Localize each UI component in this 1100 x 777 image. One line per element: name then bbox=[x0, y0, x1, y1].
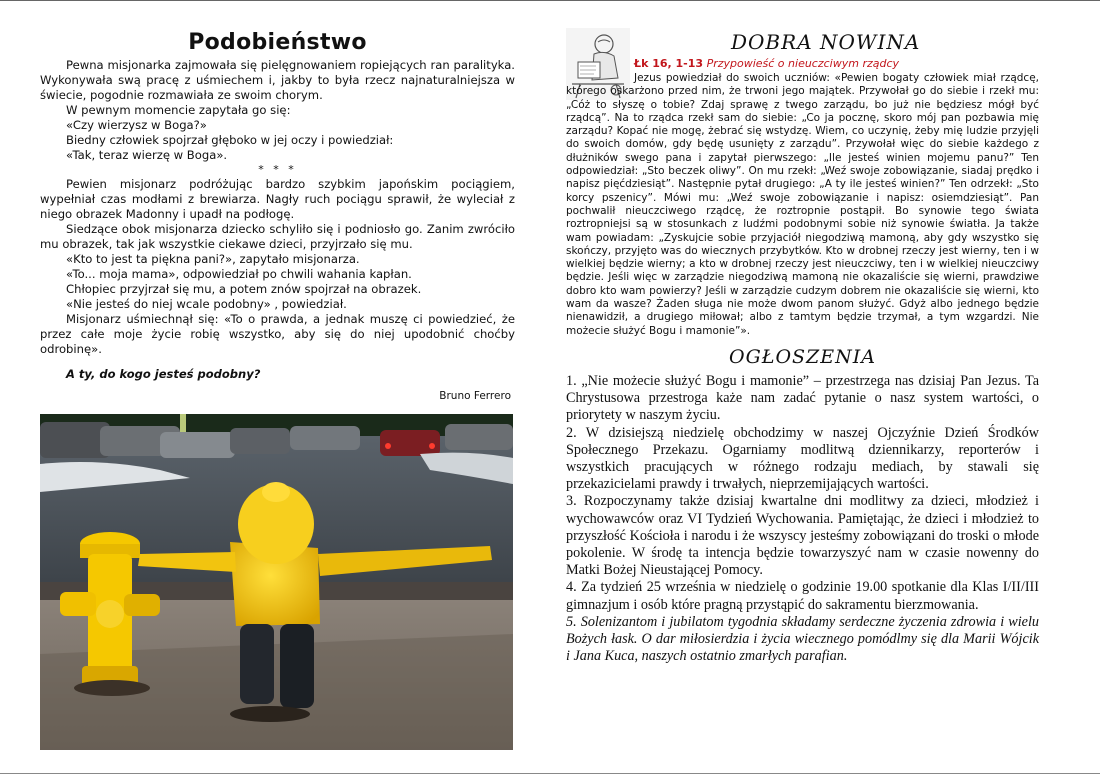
story-paragraph: «Nie jesteś do niej wcale podobny» , powiedział. bbox=[66, 297, 347, 311]
story-paragraph: W pewnym momencie zapytała go się: bbox=[66, 103, 291, 117]
story-paragraph: «Tak, teraz wierzę w Boga». bbox=[66, 148, 228, 162]
story-paragraph: Chłopiec przyjrzał się mu, a potem znów spojrzał na obrazek. bbox=[66, 282, 422, 296]
gospel-text bbox=[566, 72, 1039, 338]
story-column bbox=[40, 30, 515, 402]
announcement-item: 3. Rozpoczynamy także dzisiaj kwartalne dni modlitwy za dzieci, młodzież i wychowawców oraz VI Tydzień Wychowania. Pamiętając, że dzieci i młodzież to przyszłość Kościoła i narodu i że wszyscy jesteśmy zobowiązani do troski o młode pokolenie. W środę ta intencja będzie towarzyszyć nam w czasie nowenny do Matki Bożej Nieustającej Pomocy. bbox=[566, 493, 1039, 579]
story-paragraph: Misjonarz uśmiechnął się: «To o prawda, a jednak muszę ci powiedzieć, że przez całe moje życie robię wszystko, aby się do niej upodobnić choćby odrobinę». bbox=[40, 312, 515, 356]
gospel-body: Jezus powiedział do swoich uczniów: «Pewien bogaty człowiek miał rządcę, którego oskarżono przed nim, że trwoni jego majątek. Przywołał go do siebie i rzekł mu: „Cóż to słyszę o tobie? Zdaj sprawę z twego zarządu, bo już nie będziesz mógł być rządcą”. Na to rządca rzekł sam do siebie: „Co ja pocznę, skoro mój pan pozbawia mię zarządu? Kopać nie mogę, żebrać się wstydzę. Wiem, co uczynię, żeby mię ludzie przyjęli do swoich domów, gdy będę usunięty z zarządu”. Przywołał więc do siebie każdego z dłużników swego pana i zapytał pierwszego: „Ile jesteś winien mojemu panu?” Ten odpowiedział: „Sto beczek oliwy”. On mu rzekł: „Weź swoje zobowiązanie, siadaj prędko i napisz pięćdziesiąt”. Następnie pytał drugiego: „A ty ile jesteś winien?” Ten odrzekł: „Sto korcy pszenicy”. Mówi mu: „Weź swoje zobowiązanie i napisz: osiemdziesiąt”. Pan pochwalił nieuczciwego rządcę, że roztropnie postąpił. Bo synowie tego świata roztropniejsi są w stosunkach z ludźmi podobnymi sobie niż synowie światła. Ja także wam powiadam: „Zyskujcie sobie przyjaciół niegodziwą mamoną, aby gdy wszystko się skończy, przyjęto was do wiecznych przybytków. Kto w drobnej rzeczy jest wierny, ten i w wielkiej będzie wierny; a kto w drobnej rzeczy jest nieuczciwy, ten i w wielkiej nieuczciwy będzie. Jeśli więc w zarządzie niegodziwą mamoną nie okazaliście się wierni, prawdziwe dobro kto wam powierzy? Jeśli w zarządzie cudzym dobrem nie okazaliście się wierni, kto wam da wasze? Żaden sługa nie może dwom panom służyć. Gdyż albo jednego będzie nienawidził, a drugiego miłował; albo z tamtym będzie trzymał, a tym wzgardzi. Nie możecie służyć Bogu i mamonie”». bbox=[566, 72, 1039, 337]
top-rule bbox=[0, 0, 1100, 1]
announcement-item: 4. Za tydzień 25 września w niedzielę o godzinie 19.00 spotkanie dla Klas I/II/III gimnazjum i osób które pragną przystąpić do sakramentu bierzmowania. bbox=[566, 579, 1039, 613]
story-paragraph: «Kto to jest ta piękna pani?», zapytało misjonarza. bbox=[66, 252, 360, 266]
story-question: A ty, do kogo jesteś podobny? bbox=[66, 367, 261, 381]
gospel-ref-number: Łk 16, 1-13 bbox=[634, 57, 704, 70]
story-paragraph: «To... moja mama», odpowiedział po chwili wahania kapłan. bbox=[66, 267, 412, 281]
story-author: Bruno Ferrero bbox=[439, 390, 511, 402]
story-paragraph: Pewna misjonarka zajmowała się pielęgnowaniem ropiejących ran paralityka. Wykonywała swą pracę z uśmiechem i, jakby to była rzecz najnaturalniejsza w świecie, pogodnie rozmawiała ze swoim chorym. bbox=[40, 58, 515, 102]
story-paragraph: Biedny człowiek spojrzał głęboko w jej oczy i powiedział: bbox=[66, 133, 394, 147]
gospel-title: DOBRA NOWINA bbox=[731, 30, 921, 54]
child-and-hydrant-photo bbox=[40, 414, 513, 750]
story-paragraph: «Czy wierzysz w Boga?» bbox=[66, 118, 207, 132]
story-separator: * * * bbox=[258, 163, 297, 176]
announcement-item: 1. „Nie możecie służyć Bogu i mamonie” – przestrzega nas dzisiaj Pan Jezus. Ta Chrystusowa przestroga każe nam zadać pytanie o nasz system wartości, o priorytety w naszym życiu. bbox=[566, 373, 1039, 424]
gospel-ref-title: Przypowieść o nieuczciwym rządcy bbox=[706, 57, 900, 70]
bottom-rule bbox=[0, 773, 1100, 774]
gospel-reference bbox=[634, 57, 899, 70]
announcement-item-intentions: 5. Solenizantom i jubilatom tygodnia składamy serdeczne życzenia zdrowia i wielu Bożych łask. O dar miłosierdzia i życia wiecznego pomódlmy się dla Marii Wójcik i Jana Kuca, naszych ostatnio zmarłych parafian. bbox=[566, 613, 1039, 665]
announcement-item: 2. W dzisiejszą niedzielę obchodzimy w naszej Ojczyźnie Dzień Środków Społecznego Przekazu. Ogarniamy modlitwą dziennikarzy, reporterów i wszystkich pracujących w różnego rodzaju mediach, by stawali się przekazicielami prawdy i trwałych, nieprzemijających wartości. bbox=[566, 424, 1039, 493]
story-title: Podobieństwo bbox=[188, 30, 367, 55]
story-paragraph: Pewien misjonarz podróżując bardzo szybkim japońskim pociągiem, wypełniał czas modłami z brewiarza. Nagły ruch pociągu sprawił, że wyleciał z niego obrazek Madonny i upadł na podłogę. bbox=[40, 177, 515, 221]
announcements-list bbox=[566, 373, 1039, 665]
story-paragraph: Siedzące obok misjonarza dziecko schyliło się i podniosło go. Zanim zwróciło mu obrazek, tak jak wszystkie ciekawe dzieci, przyjrzało się mu. bbox=[40, 222, 515, 251]
bulletin-column bbox=[566, 30, 1039, 665]
announcements-title: OGŁOSZENIA bbox=[729, 346, 876, 368]
